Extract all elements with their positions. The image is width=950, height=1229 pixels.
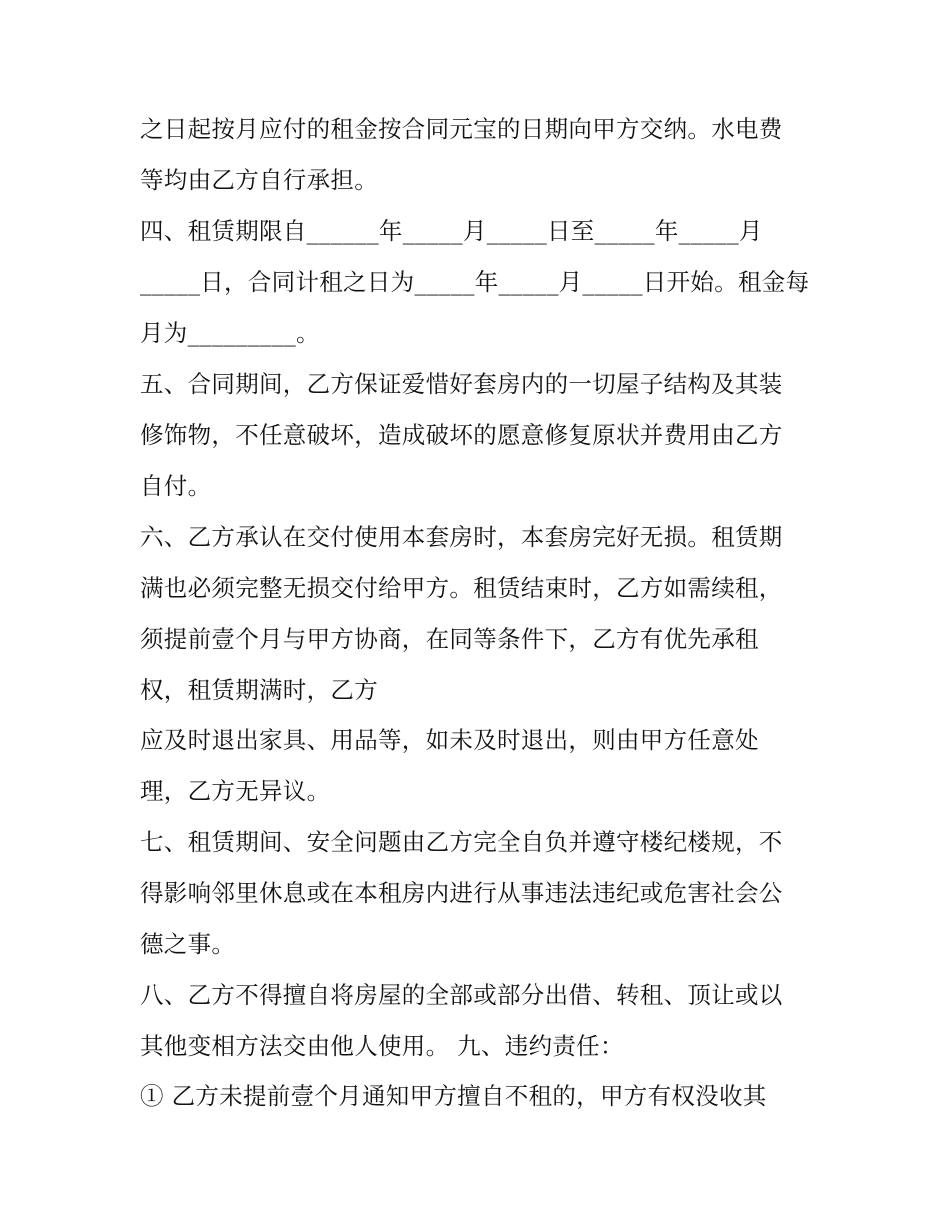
text-line: 七、租赁期间、安全问题由乙方完全自负并遵守楼纪楼规，不 [140, 828, 783, 856]
text-line: 其他变相方法交由他人使用。 九、违约责任： [140, 1032, 624, 1060]
text-line: 须提前壹个月与甲方协商，在同等条件下，乙方有优先承租 [140, 625, 759, 653]
text-line: _____日，合同计租之日为_____年_____月_____日开始。租金每 [140, 268, 810, 296]
text-line: 德之事。 [140, 930, 236, 958]
text-line: 满也必须完整无损交付给甲方。租赁结束时，乙方如需续租， [140, 574, 783, 602]
text-line: 修饰物，不任意破坏，造成破坏的愿意修复原状并费用由乙方 [140, 421, 783, 449]
text-line: 八、乙方不得擅自将房屋的全部或部分出借、转租、顶让或以 [140, 981, 783, 1009]
text-line: ① 乙方未提前壹个月通知甲方擅自不租的，甲方有权没收其 [140, 1082, 767, 1110]
text-line: 五、合同期间，乙方保证爱惜好套房内的一切屋子结构及其装 [140, 370, 783, 398]
text-line: 之日起按月应付的租金按合同元宝的日期向甲方交纳。水电费 [140, 115, 783, 143]
text-line: 等均由乙方自行承担。 [140, 166, 378, 194]
text-line: 得影响邻里休息或在本租房内进行从事违法违纪或危害社会公 [140, 879, 783, 907]
text-line: 权，租赁期满时，乙方 [140, 676, 378, 704]
text-line: 六、乙方承认在交付使用本套房时，本套房完好无损。租赁期 [140, 523, 783, 551]
text-line: 应及时退出家具、用品等，如未及时退出，则由甲方任意处 [140, 726, 759, 754]
text-line: 月为_________。 [140, 319, 320, 347]
text-line: 自付。 [140, 472, 212, 500]
text-line: 理，乙方无异议。 [140, 777, 331, 805]
text-line: 四、租赁期限自______年_____月_____日至_____年_____月 [140, 217, 763, 245]
